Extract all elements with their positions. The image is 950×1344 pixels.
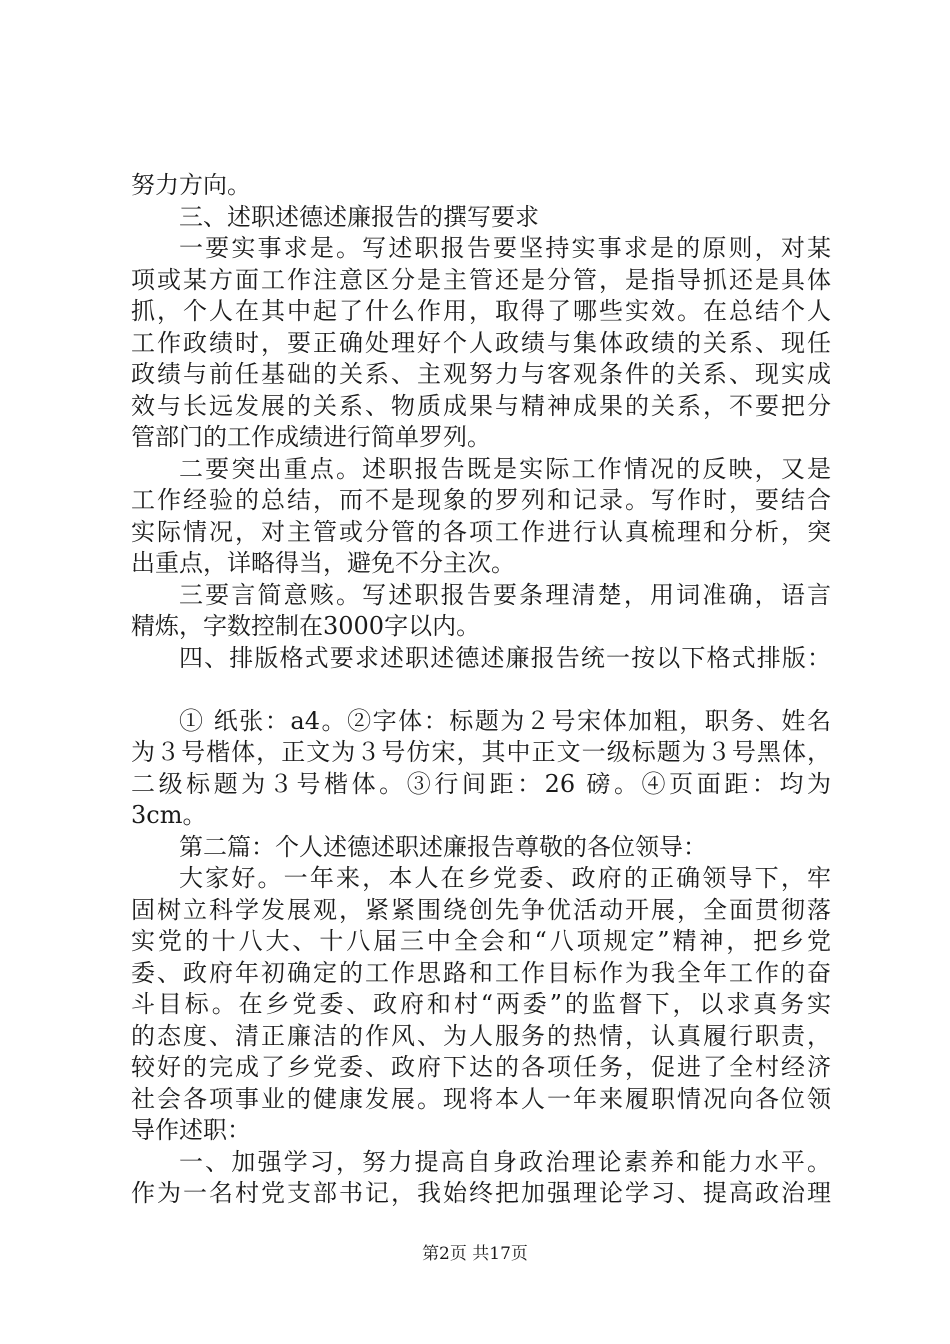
blank-line <box>131 674 831 706</box>
text-line: 三、述职述德述廉报告的撰写要求 <box>179 202 539 231</box>
text-line: 3cm。 <box>131 801 207 829</box>
text-line: 实党的十八大、十八届三中全会和“八项规定”精神，把乡党 <box>131 927 831 955</box>
text-line: ① 纸张：a4。②字体：标题为２号宋体加粗，职务、姓名 <box>179 706 831 735</box>
text-line: 出重点，详略得当，避免不分主次。 <box>131 549 515 577</box>
text-line: 较好的完成了乡党委、政府下达的各项任务，促进了全村经济 <box>131 1053 831 1081</box>
text-line: 效与长远发展的关系、物质成果与精神成果的关系，不要把分 <box>131 391 831 420</box>
text-line: 项或某方面工作注意区分是主管还是分管，是指导抓还是具体 <box>131 265 831 294</box>
text-line: 一要实事求是。写述职报告要坚持实事求是的原则，对某 <box>179 234 831 262</box>
text-line: 三要言简意赅。写述职报告要条理清楚，用词准确，语言 <box>179 580 831 609</box>
text-line: 二要突出重点。述职报告既是实际工作情况的反映，又是 <box>179 454 831 483</box>
text-line: 的态度、清正廉洁的作风、为人服务的热情，认真履行职责， <box>131 1021 831 1050</box>
text-line: 二级标题为３号楷体。③行间距：26 磅。④页面距：均为 <box>131 769 831 798</box>
text-line: 工作经验的总结，而不是现象的罗列和记录。写作时，要结合 <box>131 486 831 514</box>
text-line: 管部门的工作成绩进行简单罗列。 <box>131 423 491 451</box>
text-line: 一、加强学习，努力提高自身政治理论素养和能力水平。 <box>179 1147 831 1176</box>
text-line: 抓，个人在其中起了什么作用，取得了哪些实效。在总结个人 <box>131 297 831 325</box>
text-line: 工作政绩时，要正确处理好个人政绩与集体政绩的关系、现任 <box>131 328 831 357</box>
text-line: 委、政府年初确定的工作思路和工作目标作为我全年工作的奋 <box>131 958 831 987</box>
text-line: 四、排版格式要求述职述德述廉报告统一按以下格式排版： <box>179 643 831 672</box>
text-line: 斗目标。在乡党委、政府和村“两委”的监督下，以求真务实 <box>131 990 831 1018</box>
text-line: 第二篇：个人述德述职述廉报告尊敬的各位领导： <box>179 832 707 861</box>
text-line: 大家好。一年来，本人在乡党委、政府的正确领导下，牢 <box>179 864 831 892</box>
text-line: 作为一名村党支部书记，我始终把加强理论学习、提高政治理 <box>131 1179 831 1207</box>
text-line: 导作述职： <box>131 1116 251 1144</box>
text-line: 政绩与前任基础的关系、主观努力与客观条件的关系、现实成 <box>131 360 831 388</box>
text-line: 实际情况，对主管或分管的各项工作进行认真梳理和分析，突 <box>131 517 831 546</box>
page-footer: 第2页 共17页 <box>422 1244 528 1264</box>
text-line: 精炼，字数控制在3000字以内。 <box>131 612 481 640</box>
document-body <box>131 170 831 1210</box>
text-line: 社会各项事业的健康发展。现将本人一年来履职情况向各位领 <box>131 1084 831 1113</box>
text-line: 为３号楷体，正文为３号仿宋，其中正文一级标题为３号黑体， <box>131 738 831 766</box>
text-line: 固树立科学发展观，紧紧围绕创先争优活动开展，全面贯彻落 <box>131 895 831 924</box>
text-line: 努力方向。 <box>131 171 251 199</box>
